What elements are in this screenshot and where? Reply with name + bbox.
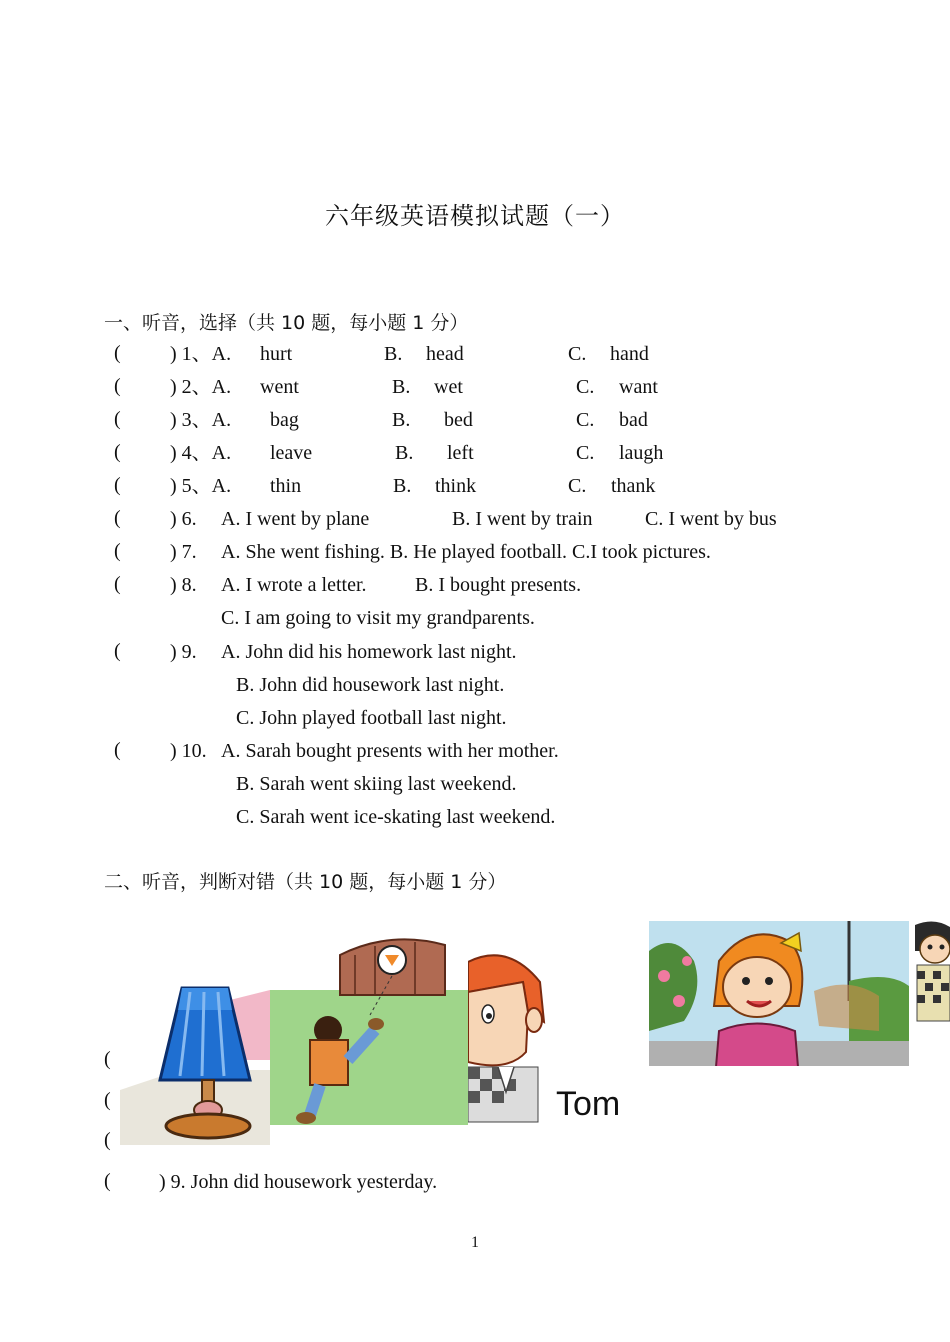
option-b-label: B. [392, 376, 411, 398]
option-c-label: C. [576, 442, 595, 464]
answer-paren[interactable]: ( [114, 739, 121, 761]
question-number: ) 10. [170, 740, 207, 762]
option-c: hand [610, 343, 649, 365]
option-a: hurt [260, 343, 293, 365]
answer-paren[interactable]: ( [114, 474, 121, 496]
option-b: wet [434, 376, 463, 398]
question-number: ) 8. [170, 574, 197, 596]
girl-park-picture [649, 921, 909, 1079]
question-number: ) 1、A. [170, 343, 232, 365]
answer-paren[interactable]: ( [114, 342, 121, 364]
option-c-label: C. [576, 409, 595, 431]
option-b: B. I went by train [452, 508, 593, 530]
question-number: ) 9. [170, 641, 197, 663]
answer-paren[interactable]: ( [114, 573, 121, 595]
option-b: think [435, 475, 477, 497]
answer-paren[interactable]: ( [114, 441, 121, 463]
option-b: B. I bought presents. [415, 574, 582, 596]
option-a: leave [270, 442, 313, 464]
answer-paren[interactable]: ( [114, 507, 121, 529]
answer-paren[interactable]: ( [114, 375, 121, 397]
option-b: left [447, 442, 474, 464]
football-boy-picture [270, 920, 468, 1140]
answer-paren[interactable]: ( [104, 1170, 111, 1192]
option-b: B. John did housework last night. [236, 674, 505, 696]
answer-paren[interactable]: ( [104, 1048, 111, 1070]
option-c: C. John played football last night. [236, 707, 507, 729]
option-b: B. Sarah went skiing last weekend. [236, 773, 517, 795]
option-b-label: B. [392, 409, 411, 431]
option-a: A. I went by plane [221, 508, 370, 530]
page-number: 1 [471, 1234, 479, 1251]
option-b-label: B. [393, 475, 412, 497]
option-c: C. I went by bus [645, 508, 777, 530]
tom-label: Tom [556, 1085, 621, 1123]
option-c: C. Sarah went ice-skating last weekend. [236, 806, 556, 828]
tom-picture [468, 952, 628, 1124]
question-number: ) 3、A. [170, 409, 232, 431]
question-number: ) 4、A. [170, 442, 232, 464]
question-number: ) 5、A. [170, 475, 232, 497]
option-b: bed [444, 409, 473, 431]
option-c: laugh [619, 442, 664, 464]
option-b-label: B. [395, 442, 414, 464]
question-number: ) 2、A. [170, 376, 232, 398]
section-2-heading: 二、听音，判断对错（共 10 题，每小题 1 分） [104, 871, 507, 893]
question-number: ) 6. [170, 508, 197, 530]
answer-paren[interactable]: ( [104, 1129, 111, 1151]
page-title: 六年级英语模拟试题（一） [325, 202, 625, 230]
option-b-label: B. [384, 343, 403, 365]
option-a: A. Sarah bought presents with her mother. [221, 740, 559, 762]
option-a: bag [270, 409, 299, 431]
option-c: C. I am going to visit my grandparents. [221, 607, 535, 629]
answer-paren[interactable]: ( [114, 540, 121, 562]
statement: ) 9. John did housework yesterday. [159, 1171, 438, 1193]
option-c: thank [611, 475, 656, 497]
option-b: head [426, 343, 464, 365]
section-1-heading: 一、听音，选择（共 10 题，每小题 1 分） [104, 312, 469, 334]
answer-paren[interactable]: ( [104, 1089, 111, 1111]
answer-paren[interactable]: ( [114, 408, 121, 430]
option-c: bad [619, 409, 648, 431]
option-c-label: C. [568, 475, 587, 497]
option-c-label: C. [568, 343, 587, 365]
question-number: ) 7. [170, 541, 197, 563]
lamp-picture [120, 930, 270, 1145]
option-a: A. John did his homework last night. [221, 641, 517, 663]
answer-paren[interactable]: ( [114, 640, 121, 662]
child-picture [909, 921, 950, 1033]
option-c-label: C. [576, 376, 595, 398]
option-a: A. I wrote a letter. [221, 574, 367, 596]
option-a: went [260, 376, 299, 398]
option-c: want [619, 376, 658, 398]
option-a: thin [270, 475, 302, 497]
options: A. She went fishing. B. He played football. C.I took pictures. [221, 541, 711, 563]
